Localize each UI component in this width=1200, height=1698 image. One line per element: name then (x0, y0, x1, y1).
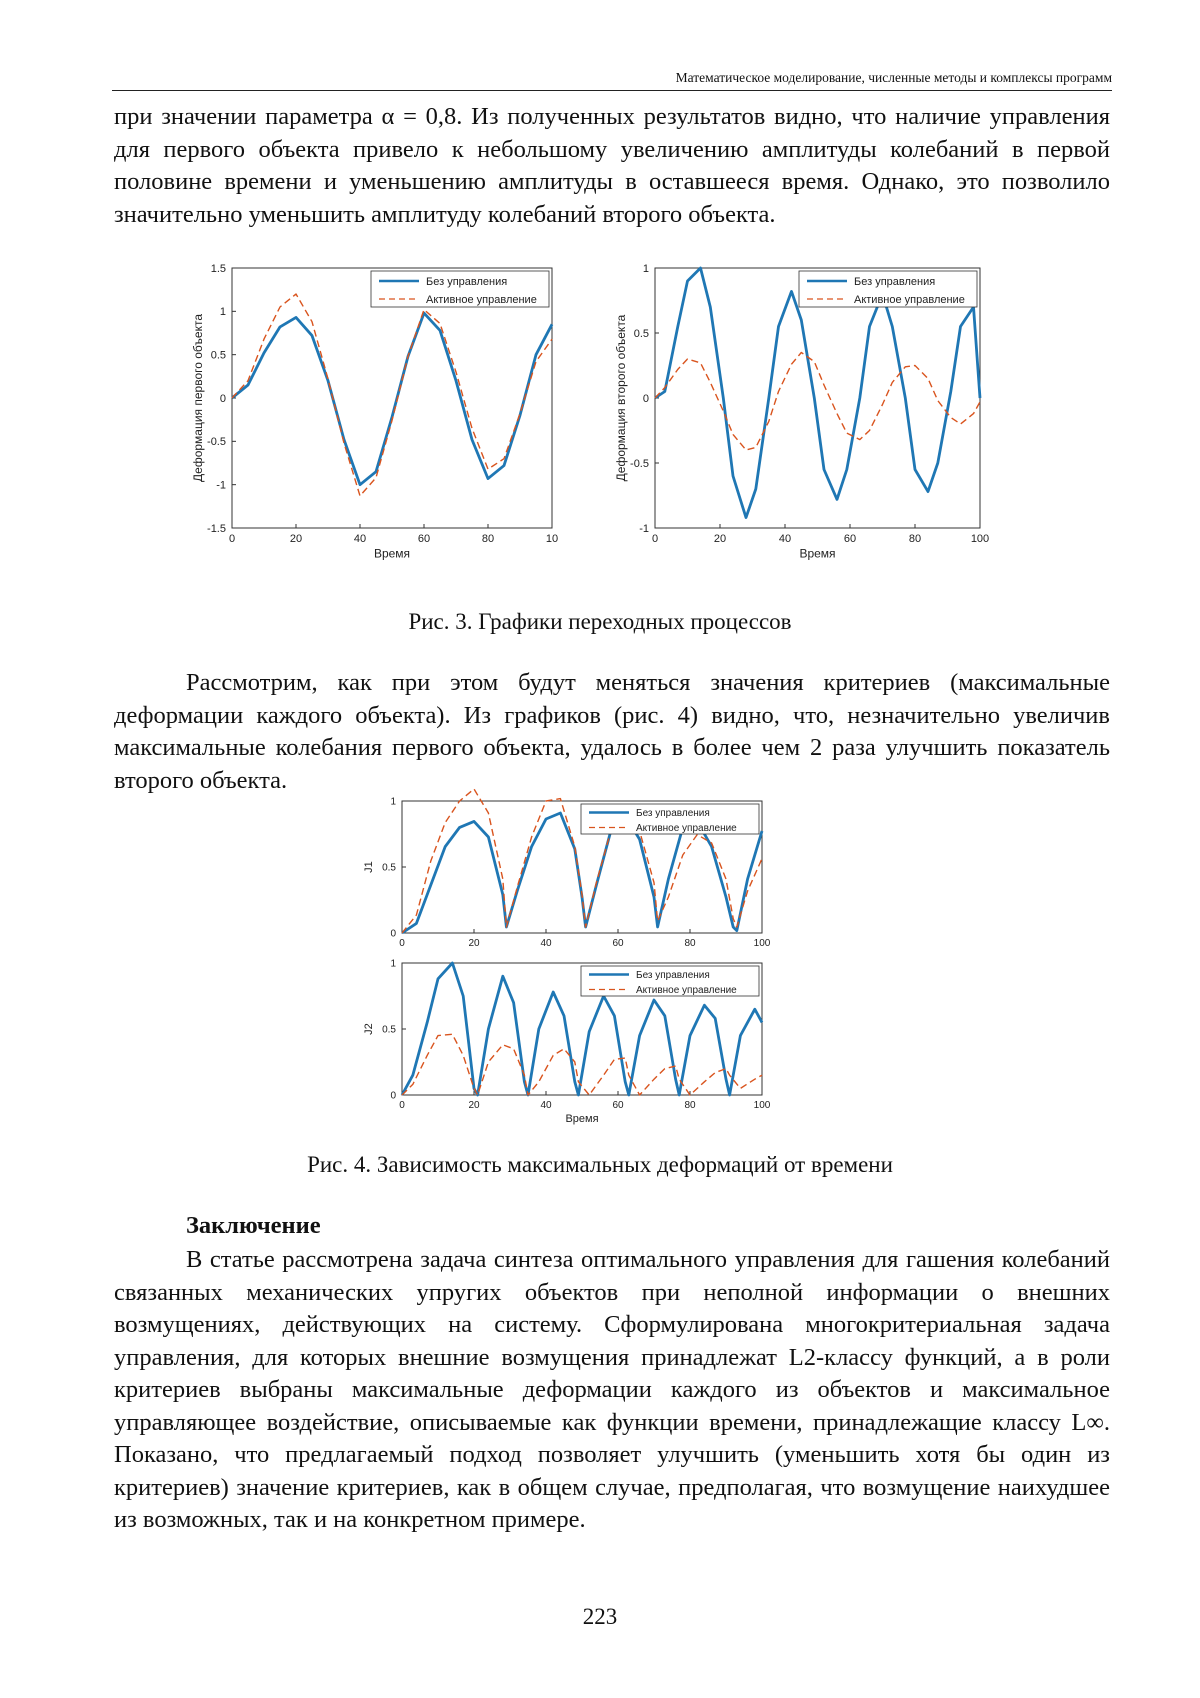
fig3-right-chart (614, 262, 1035, 605)
y-tick-label: 1 (390, 796, 396, 808)
y-tick-label: 0 (390, 928, 396, 940)
x-tick-label: 60 (417, 533, 431, 545)
y-tick-label: 0.5 (382, 1024, 396, 1036)
y-tick-label: 0.5 (210, 349, 226, 362)
legend-label: Активное управление (426, 293, 537, 306)
y-tick-label: -0.5 (207, 436, 226, 449)
x-tick-label: 80 (481, 533, 495, 545)
x-tick-label: 40 (540, 938, 552, 949)
x-tick-label: 40 (353, 533, 367, 545)
y-tick-label: 0 (390, 1090, 396, 1102)
legend-label: Активное управление (854, 293, 965, 306)
x-tick-label: 20 (468, 1100, 480, 1111)
figure-3-caption: Рис. 3. Графики переходных процессов (408, 609, 792, 634)
x-tick-label: 10 (545, 533, 559, 545)
figure-4-caption: Рис. 4. Зависимость максимальных деформаций от времени (307, 1152, 893, 1177)
x-axis-label: Время (373, 546, 411, 561)
x-tick-label: 60 (843, 533, 857, 545)
legend-label: Без управления (636, 970, 710, 981)
fig4-bottom-chart (363, 958, 845, 1150)
paragraph-intro-results: при значении параметра α = 0,8. Из полученных результатов видно, что наличие управления для первого объекта привело к небольшому увеличению амплитуды колебаний в первой половине времени и уменьшению амплитуды в оставшееся время. Однако, это позволило значительно уменьшить амплитуду колебаний второго объекта. (114, 103, 1110, 228)
legend-label: Без управления (636, 808, 710, 819)
y-tick-label: 1 (642, 262, 649, 275)
x-tick-label: 20 (468, 938, 480, 949)
paragraph-conclusion: В статье рассмотрена задача синтеза оптимального управления для гашения колебаний связанных механических упругих объектов при неполной информации о внешних возмущениях, действующих на систему. Сформулирована многокритериальная задача управления, для которых внешние возмущения принадлежат L2-классу функций, а в роли критериев выбраны максимальные деформации каждого из объектов и максимальное управляющее воздействие, описываемые как функции времени, принадлежащие классу L∞. Показано, что предлагаемый подход позволяет улучшить (уменьшить хотя бы один из критериев) значение критериев, как в общем случае, предполагая, что возмущение наихудшее из возможных, так и на конкретном примере. (114, 1246, 1110, 1533)
x-tick-label: 0 (651, 533, 659, 545)
legend-label: Без управления (854, 275, 936, 288)
x-tick-label: 80 (684, 938, 696, 949)
y-tick-label: -0.5 (630, 457, 649, 470)
y-tick-label: 0.5 (633, 327, 649, 340)
y-tick-label: 1 (390, 958, 396, 970)
y-axis-label: J2 (363, 1023, 375, 1035)
x-tick-label: 40 (778, 533, 792, 545)
y-tick-label: -1 (639, 522, 649, 535)
legend-label: Активное управление (636, 985, 737, 996)
x-tick-label: 60 (612, 938, 624, 949)
y-axis-label: Деформация второго объекта (614, 314, 628, 482)
y-tick-label: 0 (642, 392, 649, 405)
x-tick-label: 100 (753, 1100, 771, 1111)
legend-label: Без управления (426, 275, 508, 288)
y-tick-label: -1 (216, 479, 226, 492)
x-axis-label: Время (799, 546, 836, 561)
x-axis-label: Время (565, 1113, 599, 1125)
y-axis-label: J1 (363, 861, 375, 873)
y-axis-label: Деформация первого объекта (191, 314, 205, 482)
x-tick-label: 20 (289, 533, 303, 545)
x-tick-label: 0 (228, 533, 236, 545)
x-tick-label: 0 (399, 1100, 405, 1111)
x-tick-label: 80 (908, 533, 922, 545)
y-tick-label: 1.5 (210, 262, 226, 275)
x-tick-label: 20 (713, 533, 727, 545)
x-tick-label: 40 (540, 1100, 552, 1111)
x-tick-label: 0 (399, 938, 405, 949)
fig4-top-chart (363, 796, 845, 968)
paragraph-criteria: Рассмотрим, как при этом будут меняться значения критериев (максимальные деформации каждого объекта). Из графиков (рис. 4) видно, что, незначительно увеличив максимальные колебания первого объекта, удалось в более чем 2 раза улучшить показатель второго объекта. (114, 669, 1110, 794)
y-tick-label: 1 (219, 306, 226, 319)
x-tick-label: 80 (684, 1100, 696, 1111)
x-tick-label: 100 (753, 938, 771, 949)
journal-title: Математическое моделирование, численные методы и комплексы программ (675, 70, 1112, 85)
fig3-left-chart (190, 262, 610, 605)
running-header (112, 66, 1112, 91)
x-tick-label: 60 (612, 1100, 624, 1111)
legend-label: Активное управление (636, 823, 737, 834)
section-heading-conclusion: Заключение (186, 1212, 321, 1239)
page-number: 223 (582, 1604, 618, 1629)
x-tick-label: 100 (970, 533, 990, 545)
y-tick-label: -1.5 (207, 522, 226, 535)
y-tick-label: 0 (219, 392, 226, 405)
y-tick-label: 0.5 (382, 862, 396, 874)
